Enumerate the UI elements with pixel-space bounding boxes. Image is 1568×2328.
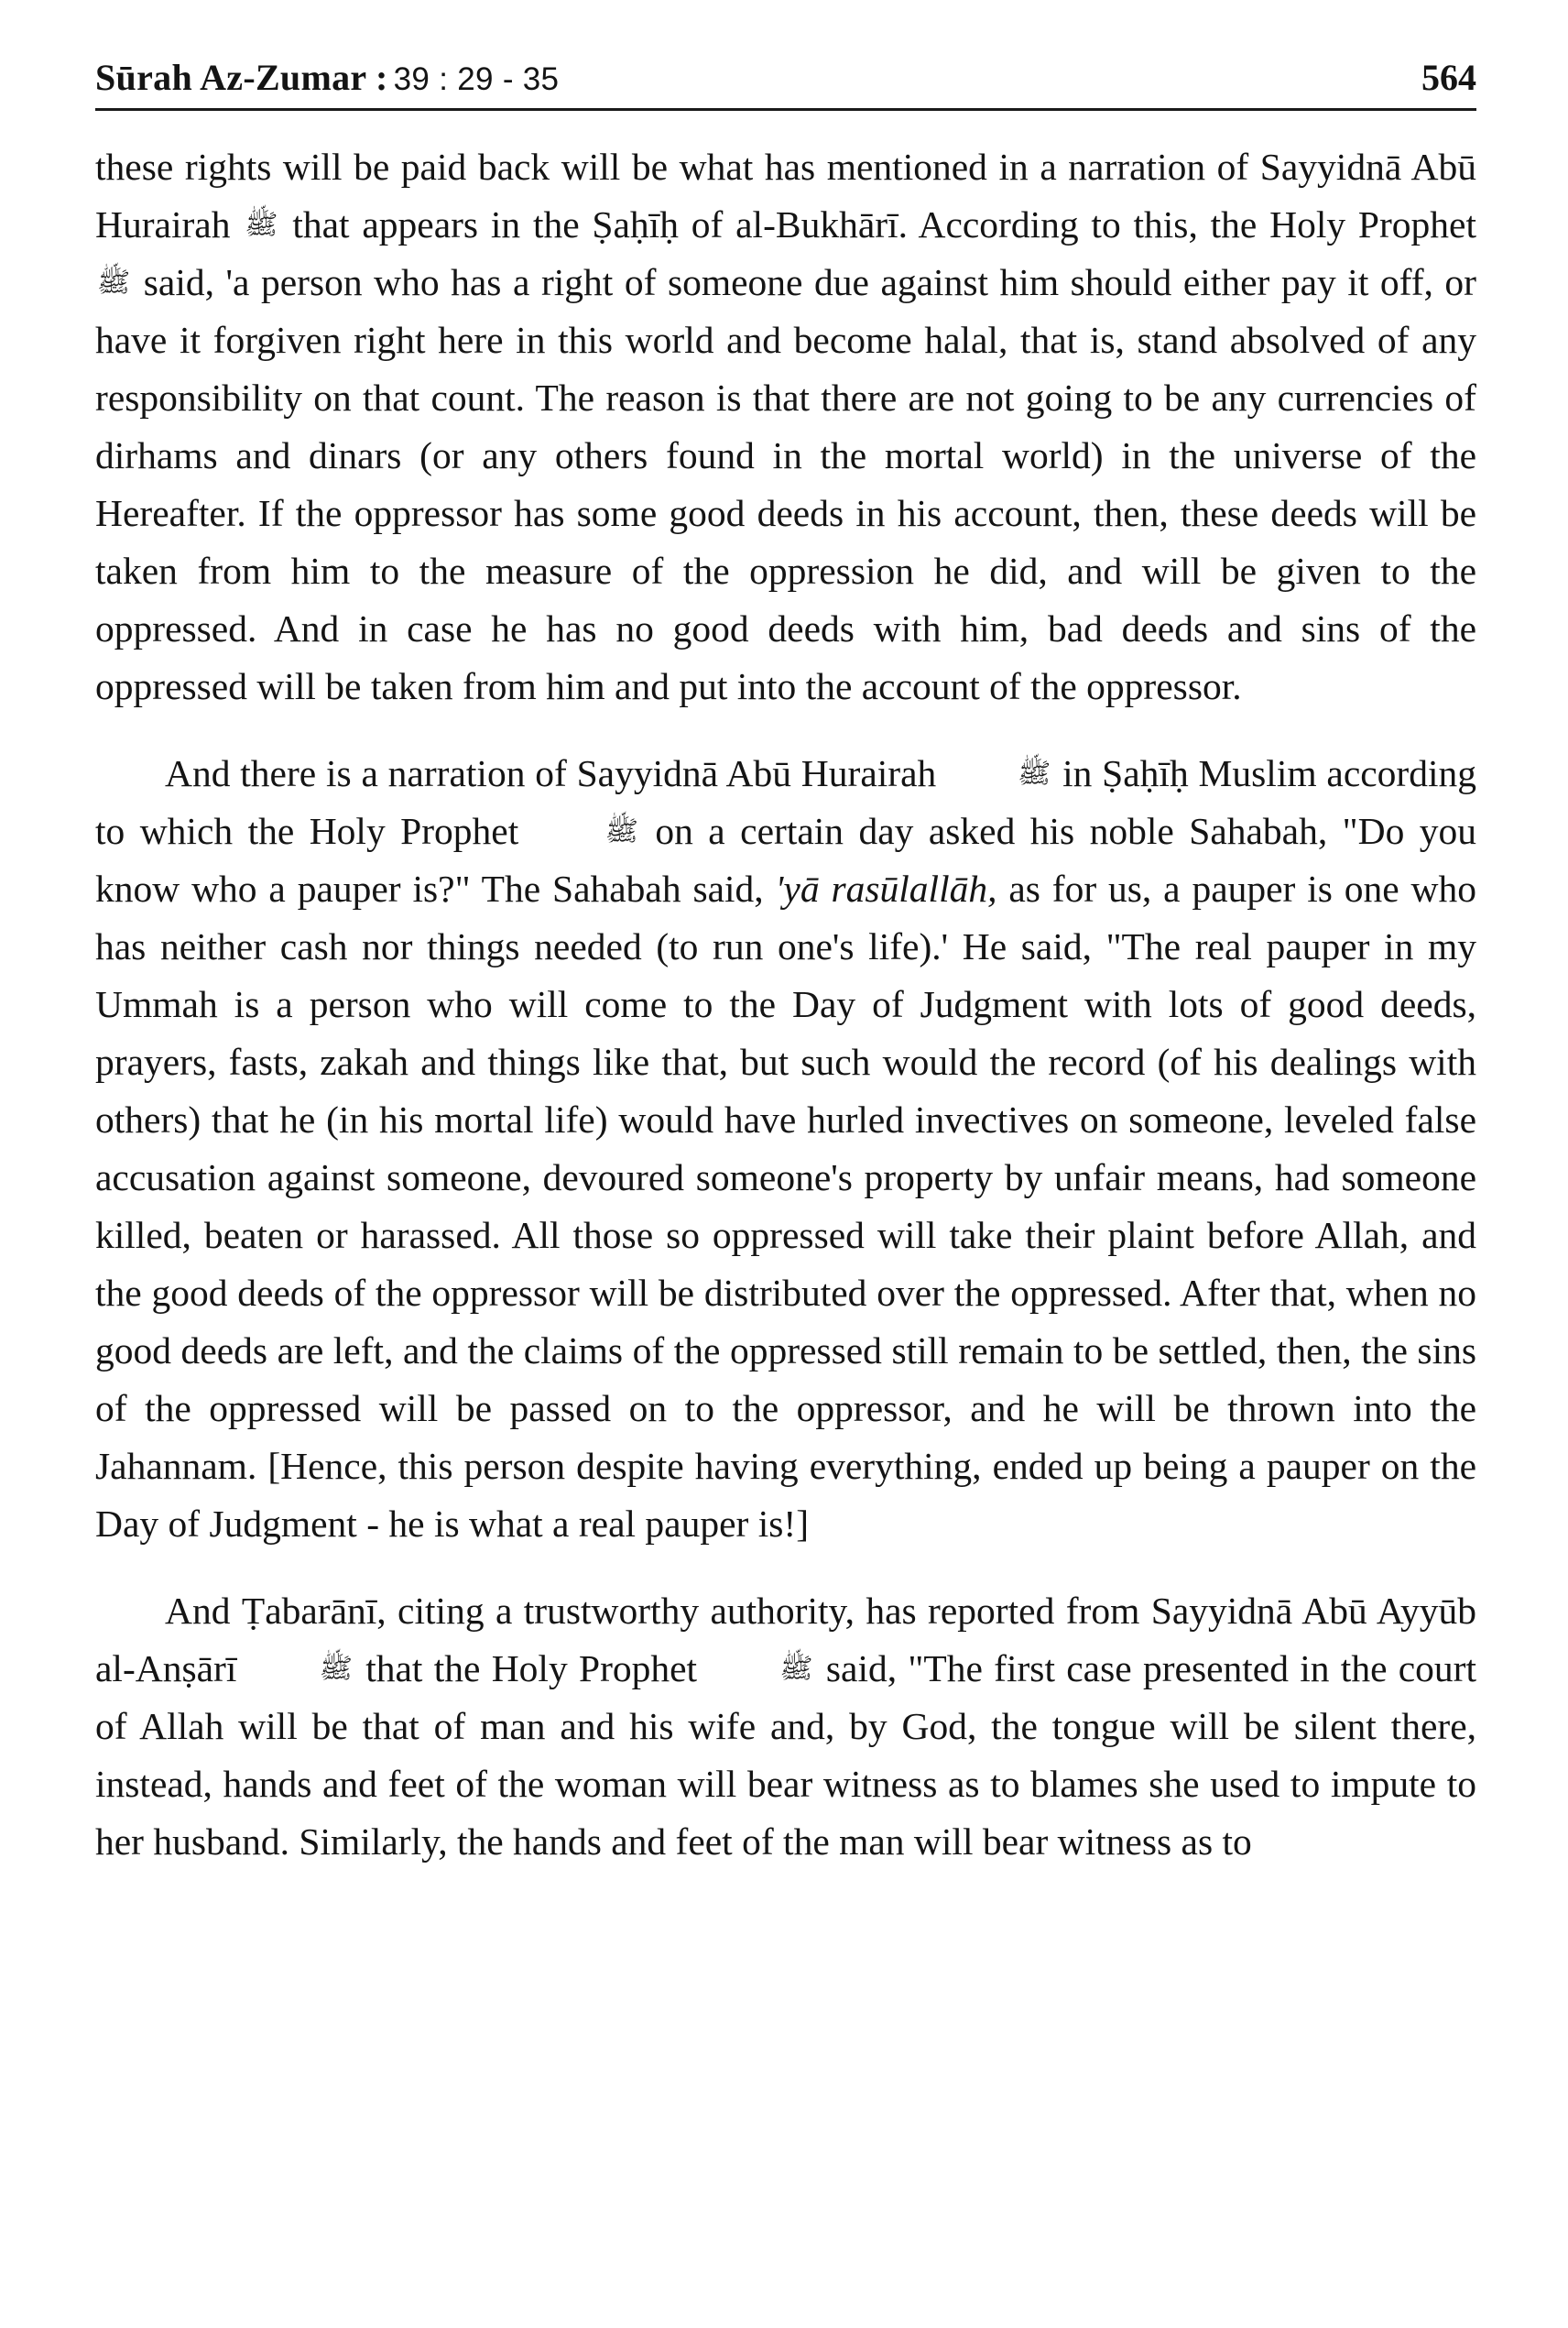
paragraph-3-text-1: And Ṭabarānī, citing a trustworthy authority, has reported from Sayyidnā Abū Ayyūb al-Anṣārī xyxy=(95,1590,1476,1689)
paragraph-2-text-5: as for us, a pauper is one who has neither cash nor things needed (to run one's life).' He said, "The real pauper in my Ummah is a person who will come to the Day of Judgment with lots of good deeds, prayers, fasts, zakah and things like that, but such would the record (of his dealings with others) that he (in his mortal life) would have hurled invectives on someone, leveled false accusation against someone, devoured someone's property by unfair means, had someone killed, beaten or harassed. All those so oppressed will take their plaint before Allah, and the good deeds of the oppressor will be distributed over the oppressed. After that, when no good deeds are left, and the claims of the oppressed still remain to be settled, then, the sins of the oppressed will be passed on to the oppressor, and he will be thrown into the Jahannam. [Hence, this person despite having everything, ended up being a pauper on the Day of Judgment - he is what a real pauper is!] xyxy=(95,868,1477,1545)
paragraph-1-text-2: that appears in the Ṣaḥīḥ of al-Bukhārī. According to this, the Holy Prophet xyxy=(292,203,1477,246)
book-page xyxy=(95,53,1476,1871)
paragraph-3-text-2: that the Holy Prophet xyxy=(365,1647,698,1689)
companion-honorific-icon: ﷺ xyxy=(1018,758,1051,790)
paragraph-2-text-3: on a certain day asked his noble Sahabah, "Do you know who a pauper is?" The Sahabah said, xyxy=(95,810,1477,910)
prophet-honorific-icon: ﷺ xyxy=(779,1653,813,1685)
companion-honorific-icon: ﷺ xyxy=(319,1653,353,1685)
prophet-honorific-icon: ﷺ xyxy=(604,815,638,847)
paragraph-1 xyxy=(95,138,1476,716)
page-number: 564 xyxy=(1421,57,1476,98)
verse-reference: 39 : 29 - 35 xyxy=(393,61,560,97)
paragraph-2-text-1: And there is a narration of Sayyidnā Abū Hurairah xyxy=(165,752,937,794)
paragraph-2 xyxy=(95,745,1476,1553)
arabic-phrase: 'yā rasūlallāh, xyxy=(775,868,997,910)
companion-honorific-icon: ﷺ xyxy=(245,209,278,241)
running-header xyxy=(95,53,1476,111)
paragraph-3-text-3: said, "The first case presented in the court of Allah will be that of man and his wife and, by God, the tongue will be silent there, instead, hands and feet of the woman will bear witness as to blames she used to impute to her husband. Similarly, the hands and feet of the man will bear witness as to xyxy=(95,1647,1477,1863)
body-text xyxy=(95,138,1476,1871)
paragraph-2-text-2: in Ṣaḥīḥ Muslim according to which the Holy Prophet xyxy=(95,752,1477,852)
paragraph-3 xyxy=(95,1582,1476,1871)
paragraph-1-text-3: said, 'a person who has a right of someone due against him should either pay it off, or have it forgiven right here in this world and become halal, that is, stand absolved of any responsibility on that count. The reason is that there are not going to be any currencies of dirhams and dinars (or any others found in the mortal world) in the universe of the Hereafter. If the oppressor has some good deeds in his account, then, these deeds will be taken from him to the measure of the oppression he did, and will be given to the oppressed. And in case he has no good deeds with him, bad deeds and sins of the oppressed will be taken from him and put into the account of the oppressor. xyxy=(95,261,1476,707)
paragraph-1-text-1: these rights will be paid back will be what has mentioned in a narration of Sayyidnā Abū Hurairah xyxy=(95,146,1476,246)
surah-name: Sūrah Az-Zumar : xyxy=(95,57,388,98)
surah-title xyxy=(95,56,559,99)
prophet-honorific-icon: ﷺ xyxy=(97,267,131,299)
